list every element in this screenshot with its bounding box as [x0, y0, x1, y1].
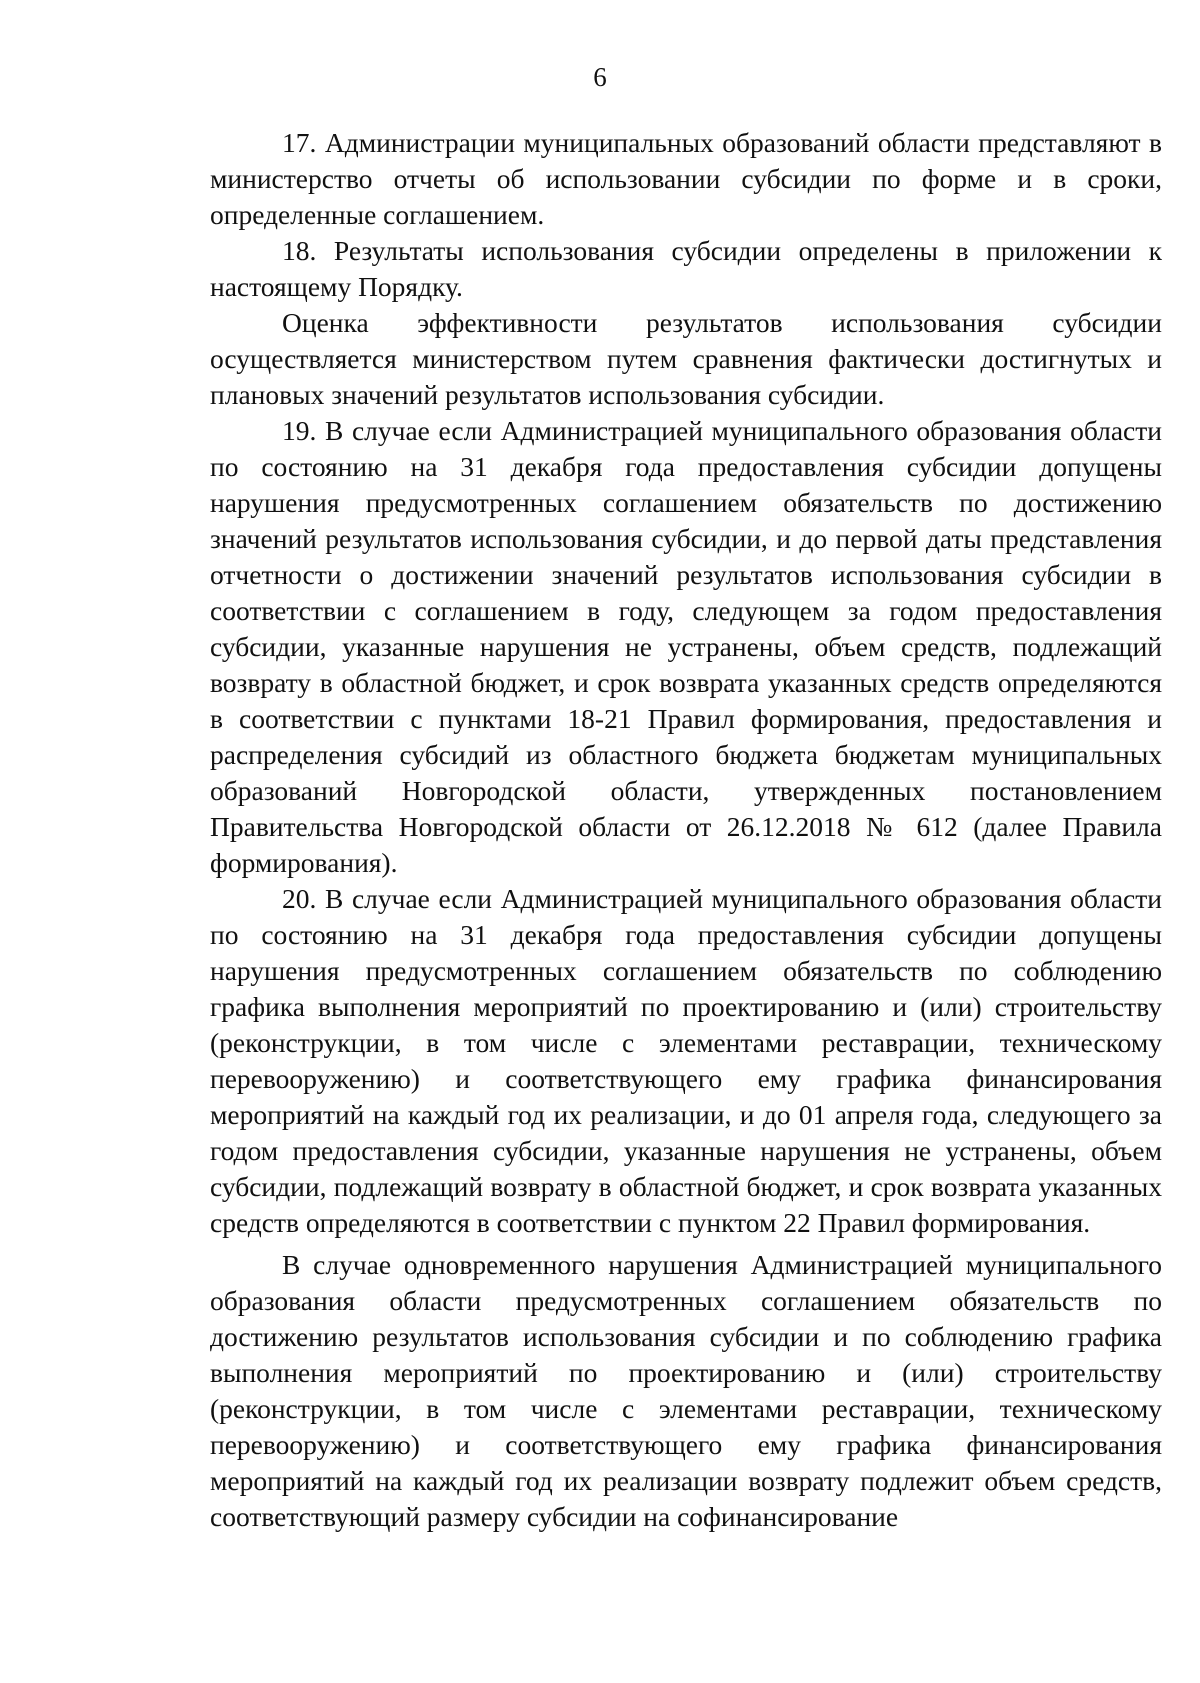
paragraph-20-simultaneous-violation: В случае одновременного нарушения Администрацией муниципального образования области предусмотренных соглашением обязательств по достижению результатов использования субсидии и по соблюдению графика выполнения мероприятий по проектированию и (или) строительству (реконструкции, в том числе с элементами реставрации, техническому перевооружению) и соответствующего ему графика финансирования мероприятий на каждый год их реализации возврату подлежит объем средств, соответствующий размеру субсидии на софинансирование [210, 1249, 1162, 1532]
paragraph-17: 17. Администрации муниципальных образований области представляют в министерство отчеты об использовании субсидии по форме и в сроки, определенные соглашением. [210, 127, 1162, 230]
paragraph-19: 19. В случае если Администрацией муниципального образования области по состоянию на 31 декабря года предоставления субсидии допущены нарушения предусмотренных соглашением обязательств по достижению значений результатов использования субсидии, и до первой даты представления отчетности о достижении значений результатов использования субсидии в соответствии с соглашением в году, следующем за годом предоставления субсидии, указанные нарушения не устранены, объем средств, подлежащий возврату в областной бюджет, и срок возврата указанных средств определяются в соответствии с пунктами 18-21 Правил формирования, предоставления и распределения субсидий из областного бюджета бюджетам муниципальных образований Новгородской области, утвержденных постановлением Правительства Новгородской области от 26.12.2018 № 612 (далее Правила формирования). [210, 415, 1162, 878]
document-body [210, 125, 1162, 1535]
paragraph-18-assessment: Оценка эффективности результатов использования субсидии осуществляется министерством путем сравнения фактически достигнутых и плановых значений результатов использования субсидии. [210, 307, 1162, 410]
paragraph-18: 18. Результаты использования субсидии определены в приложении к настоящему Порядку. [210, 235, 1162, 302]
paragraph-20: 20. В случае если Администрацией муниципального образования области по состоянию на 31 декабря года предоставления субсидии допущены нарушения предусмотренных соглашением обязательств по соблюдению графика выполнения мероприятий по проектированию и (или) строительству (реконструкции, в том числе с элементами реставрации, техническому перевооружению) и соответствующего ему графика финансирования мероприятий на каждый год их реализации, и до 01 апреля года, следующего за годом предоставления субсидии, указанные нарушения не устранены, объем субсидии, подлежащий возврату в областной бюджет, и срок возврата указанных средств определяются в соответствии с пунктом 22 Правил формирования. [210, 883, 1162, 1238]
page-number: 6 [593, 62, 607, 92]
